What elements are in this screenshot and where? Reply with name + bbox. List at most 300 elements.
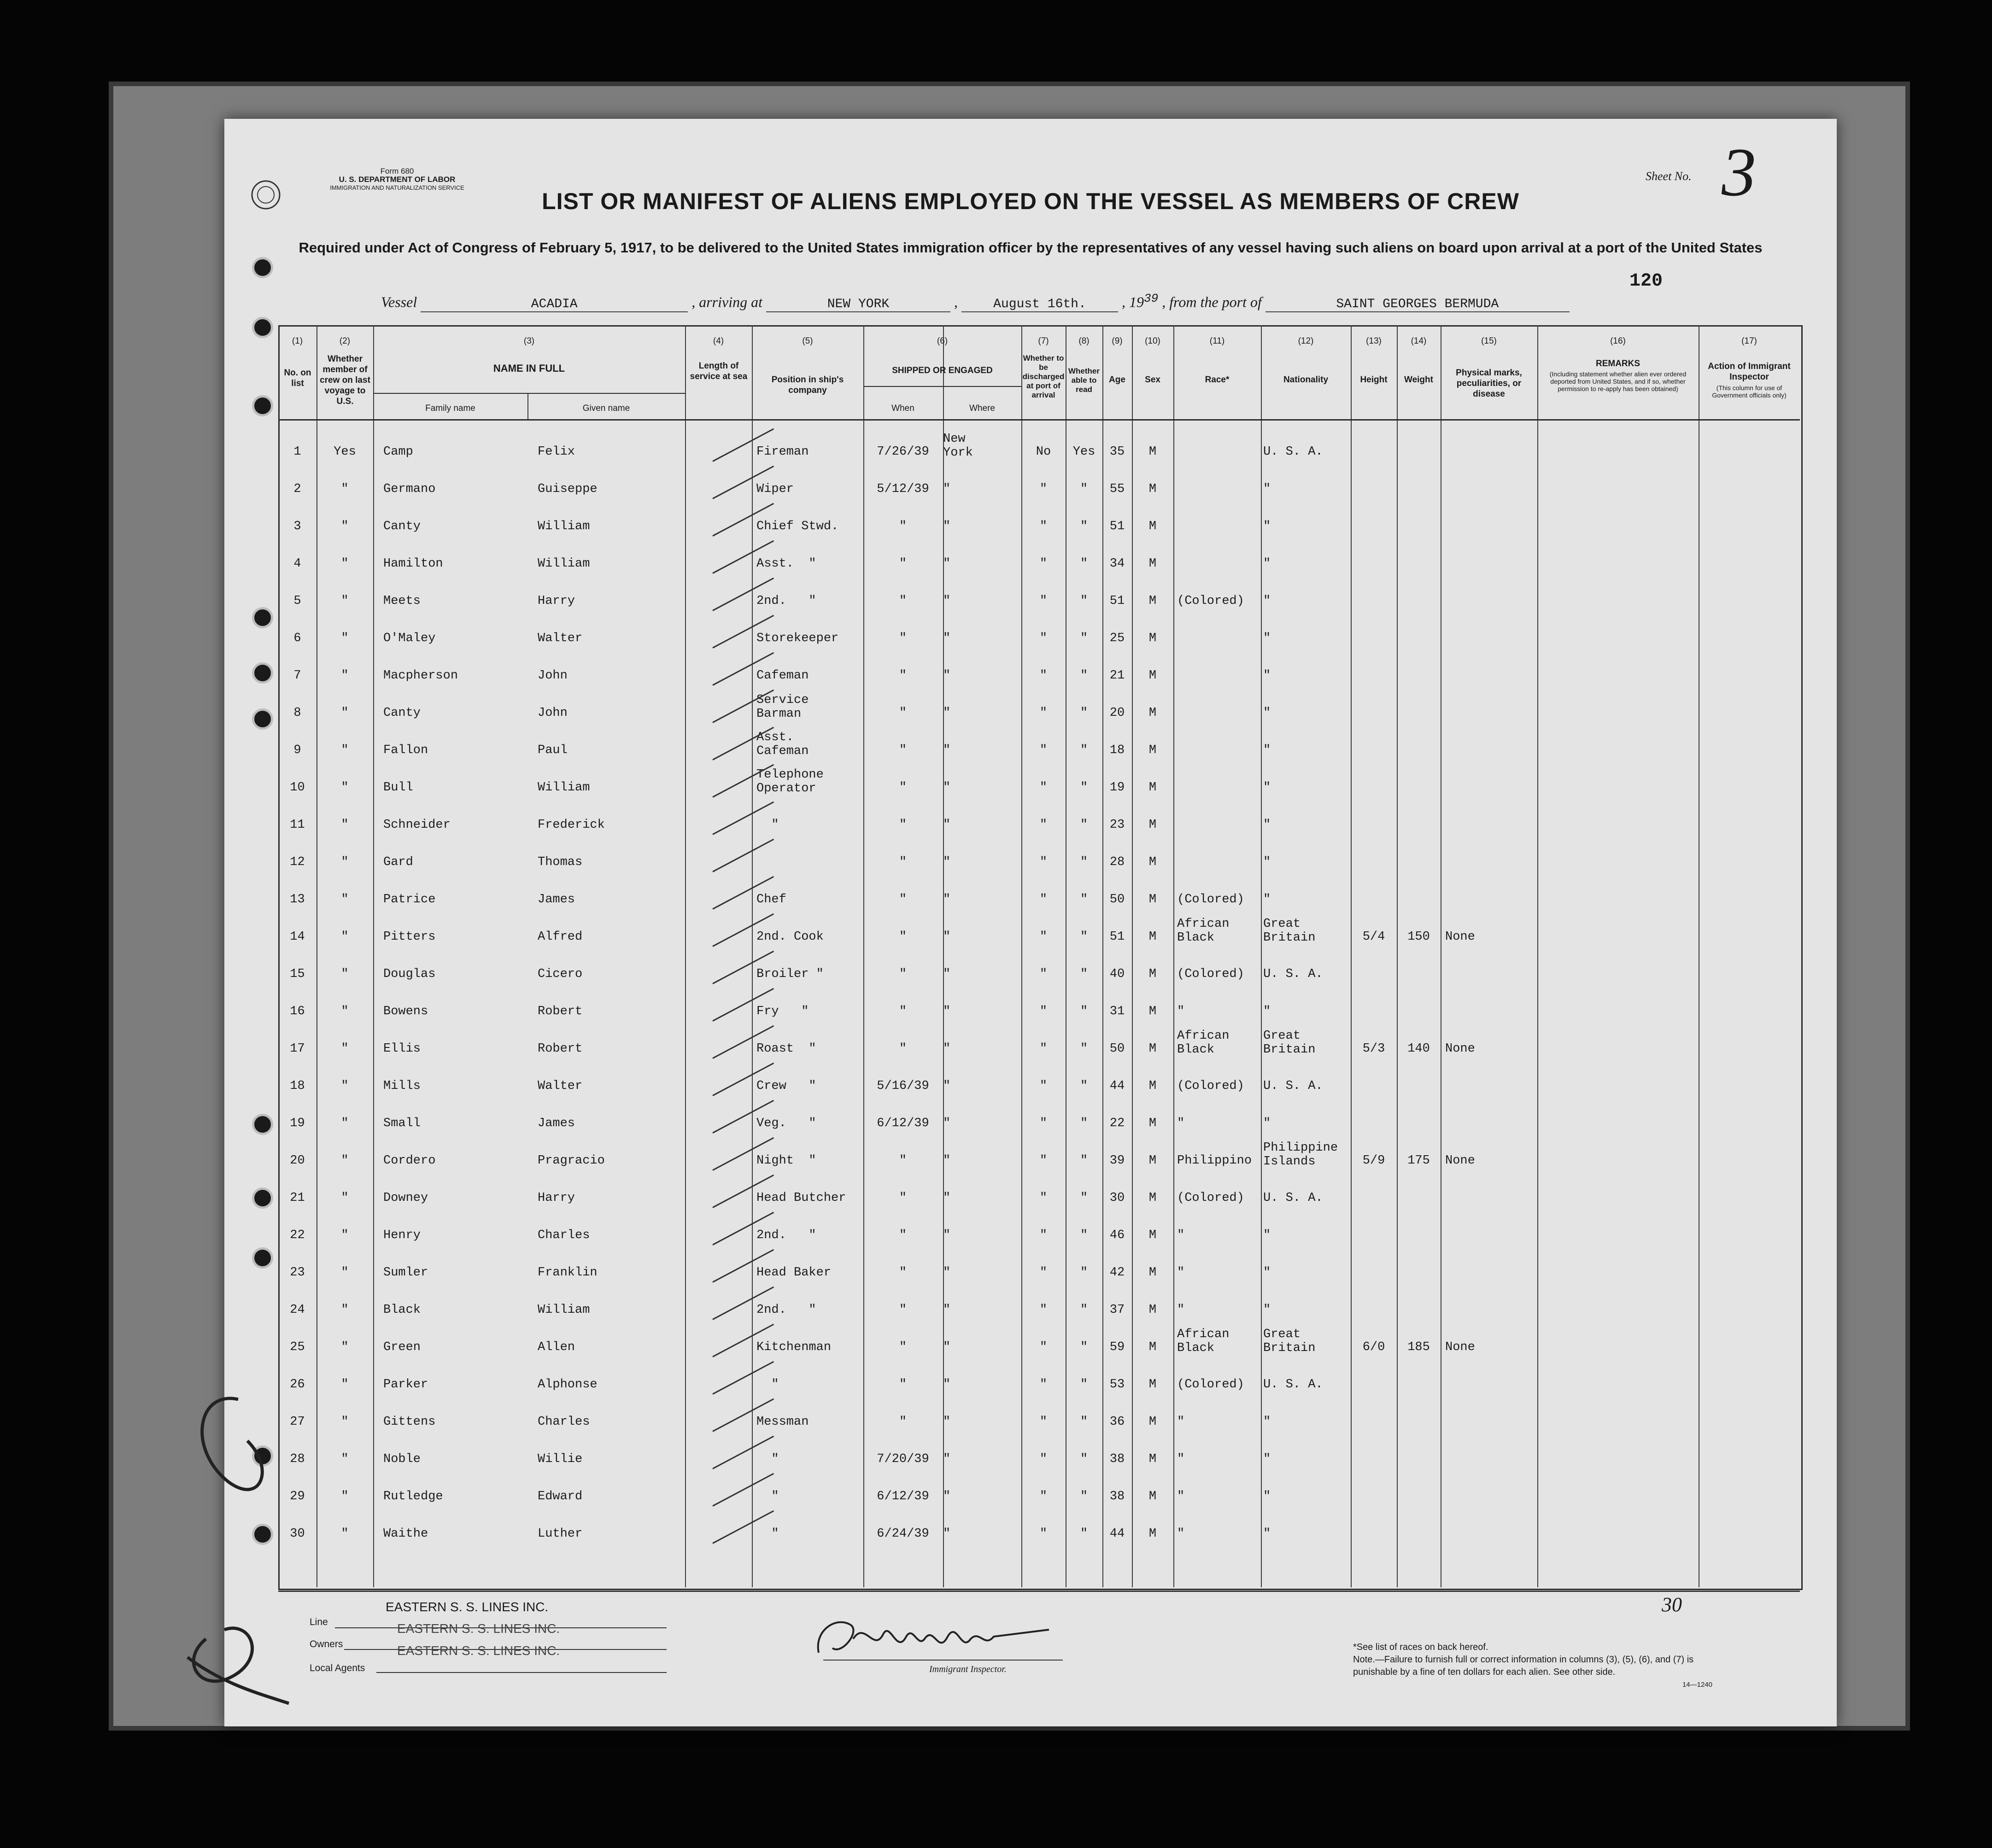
cell-prev: " bbox=[341, 1490, 349, 1503]
cell-race: (Colored) bbox=[1177, 1378, 1244, 1392]
cell-read: " bbox=[1080, 1490, 1088, 1503]
sheet-number: 3 bbox=[1722, 134, 1756, 211]
cell-sex: M bbox=[1148, 818, 1157, 832]
cell-family: Fallon bbox=[383, 743, 428, 757]
cell-when: 5/16/39 bbox=[877, 1079, 929, 1093]
cell-discharged: " bbox=[1039, 818, 1048, 832]
cell-discharged: " bbox=[1039, 1378, 1048, 1392]
race-note: *See list of races on back hereof. bbox=[1353, 1642, 1488, 1652]
cell-read: " bbox=[1080, 1079, 1088, 1093]
cell-discharged: " bbox=[1039, 1079, 1048, 1093]
cell-position: Fireman bbox=[756, 445, 809, 459]
cell-when: " bbox=[899, 855, 907, 869]
cell-age: 50 bbox=[1109, 1042, 1125, 1056]
cell-no: 10 bbox=[290, 781, 305, 795]
cell-where: " bbox=[943, 1415, 951, 1429]
cell-position: " bbox=[756, 1490, 779, 1503]
cell-sex: M bbox=[1148, 1228, 1157, 1242]
col-num: (2) bbox=[339, 336, 351, 346]
arrival-year: 39 bbox=[1143, 292, 1159, 305]
cell-position: Broiler " bbox=[756, 967, 824, 981]
cell-prev: " bbox=[341, 632, 349, 645]
cell-discharged: " bbox=[1039, 1452, 1048, 1466]
cell-nationality: " bbox=[1263, 1117, 1271, 1130]
cell-age: 30 bbox=[1109, 1191, 1125, 1205]
cell-read: " bbox=[1080, 1266, 1088, 1280]
cell-nationality: " bbox=[1263, 818, 1271, 832]
cell-family: Schneider bbox=[383, 818, 451, 832]
cell-position: 2nd. " bbox=[756, 1228, 816, 1242]
cell-position: Kitchenman bbox=[756, 1340, 832, 1354]
cell-when: " bbox=[899, 1340, 907, 1354]
col-header-height: Height bbox=[1360, 375, 1388, 385]
cell-age: 31 bbox=[1109, 1005, 1125, 1018]
cell-prev: Yes bbox=[334, 445, 356, 459]
cell-nationality: Great Britain bbox=[1263, 1328, 1316, 1355]
cell-position: Roast " bbox=[756, 1042, 816, 1056]
cell-age: 38 bbox=[1109, 1490, 1125, 1503]
cell-age: 44 bbox=[1109, 1527, 1125, 1541]
cell-nationality: U. S. A. bbox=[1263, 1191, 1323, 1205]
cell-position: Chief Stwd. bbox=[756, 520, 839, 533]
cell-no: 29 bbox=[290, 1490, 305, 1503]
col-num: (8) bbox=[1078, 336, 1090, 346]
cell-sex: M bbox=[1148, 1490, 1157, 1503]
cell-sex: M bbox=[1148, 1154, 1157, 1168]
cell-no: 8 bbox=[293, 706, 301, 720]
footer-notes bbox=[1353, 1641, 1712, 1691]
cell-read: " bbox=[1080, 1042, 1088, 1056]
cell-read: " bbox=[1080, 632, 1088, 645]
cell-where: " bbox=[943, 818, 951, 832]
cell-family: Rutledge bbox=[383, 1490, 443, 1503]
cell-discharged: " bbox=[1039, 1191, 1048, 1205]
cell-sex: M bbox=[1148, 1303, 1157, 1317]
count-stamp: 120 bbox=[1629, 271, 1663, 292]
cell-when: " bbox=[899, 1228, 907, 1242]
cell-where: " bbox=[943, 967, 951, 981]
cell-race: " bbox=[1177, 1303, 1185, 1317]
cell-where: " bbox=[943, 1154, 951, 1168]
cell-where: " bbox=[943, 930, 951, 944]
cell-height: 5/9 bbox=[1362, 1154, 1385, 1168]
cell-given: Harry bbox=[538, 1191, 575, 1205]
cell-when: 5/12/39 bbox=[877, 482, 929, 496]
cell-race: (Colored) bbox=[1177, 1079, 1244, 1093]
cell-nationality: " bbox=[1263, 520, 1271, 533]
cell-family: Camp bbox=[383, 445, 413, 459]
col-num: (6) bbox=[937, 336, 948, 346]
cell-read: " bbox=[1080, 1005, 1088, 1018]
cell-given: Pragracio bbox=[538, 1154, 605, 1168]
cell-discharged: " bbox=[1039, 632, 1048, 645]
col-num: (12) bbox=[1298, 336, 1314, 346]
cell-discharged: " bbox=[1039, 893, 1048, 906]
cell-nationality: " bbox=[1263, 1415, 1271, 1429]
cell-where: " bbox=[943, 594, 951, 608]
cell-discharged: " bbox=[1039, 482, 1048, 496]
cell-family: Gittens bbox=[383, 1415, 436, 1429]
cell-age: 19 bbox=[1109, 781, 1125, 795]
cell-age: 38 bbox=[1109, 1452, 1125, 1466]
cell-family: Meets bbox=[383, 594, 421, 608]
col-header-remarks: REMARKS bbox=[1595, 359, 1640, 368]
owners-label: Owners bbox=[310, 1639, 343, 1649]
vessel-line: Vessel ACADIA , arriving at NEW YORK , August 16th. , $19^{39}$ , from the port of SAINT GEORGES BERMUDA bbox=[381, 292, 1717, 312]
col-header-inspector-note: (This column for use of Government officials only) bbox=[1712, 384, 1787, 399]
cell-no: 4 bbox=[293, 557, 301, 571]
cell-sex: M bbox=[1148, 669, 1157, 683]
cell-family: Black bbox=[383, 1303, 421, 1317]
cell-nationality: " bbox=[1263, 893, 1271, 906]
cell-age: 46 bbox=[1109, 1228, 1125, 1242]
cell-where: " bbox=[943, 1117, 951, 1130]
cell-family: Cordero bbox=[383, 1154, 436, 1168]
cell-nationality: " bbox=[1263, 1527, 1271, 1541]
cell-family: Douglas bbox=[383, 967, 436, 981]
cell-family: Canty bbox=[383, 520, 421, 533]
cell-position: 2nd. " bbox=[756, 1303, 816, 1317]
cell-age: 35 bbox=[1109, 445, 1125, 459]
col-header-name: NAME IN FULL bbox=[493, 363, 565, 374]
cell-sex: M bbox=[1148, 1527, 1157, 1541]
cell-read: " bbox=[1080, 818, 1088, 832]
cell-family: Noble bbox=[383, 1452, 421, 1466]
col-header-discharged: Whether to be discharged at port of arrival bbox=[1022, 354, 1065, 399]
cell-prev: " bbox=[341, 1228, 349, 1242]
cell-discharged: " bbox=[1039, 855, 1048, 869]
cell-discharged: " bbox=[1039, 781, 1048, 795]
cell-age: 44 bbox=[1109, 1079, 1125, 1093]
cell-nationality: " bbox=[1263, 1452, 1271, 1466]
cell-given: Paul bbox=[538, 743, 568, 757]
cell-prev: " bbox=[341, 930, 349, 944]
cell-prev: " bbox=[341, 482, 349, 496]
cell-given: Willie bbox=[538, 1452, 583, 1466]
cell-when: " bbox=[899, 1415, 907, 1429]
cell-prev: " bbox=[341, 818, 349, 832]
cell-given: William bbox=[538, 520, 590, 533]
cell-read: " bbox=[1080, 967, 1088, 981]
cell-race: " bbox=[1177, 1527, 1185, 1541]
cell-read: " bbox=[1080, 1228, 1088, 1242]
cell-prev: " bbox=[341, 706, 349, 720]
cell-discharged: " bbox=[1039, 669, 1048, 683]
cell-sex: M bbox=[1148, 1340, 1157, 1354]
cell-when: " bbox=[899, 594, 907, 608]
cell-read: " bbox=[1080, 1340, 1088, 1354]
cell-given: John bbox=[538, 706, 568, 720]
cell-marks: None bbox=[1445, 1340, 1475, 1354]
cell-family: Patrice bbox=[383, 893, 436, 906]
cell-position: Crew " bbox=[756, 1079, 816, 1093]
cell-read: " bbox=[1080, 1452, 1088, 1466]
cell-when: " bbox=[899, 893, 907, 906]
cell-nationality: " bbox=[1263, 1490, 1271, 1503]
cell-age: 36 bbox=[1109, 1415, 1125, 1429]
cell-nationality: " bbox=[1263, 743, 1271, 757]
cell-no: 17 bbox=[290, 1042, 305, 1056]
cell-race: (Colored) bbox=[1177, 893, 1244, 906]
cell-prev: " bbox=[341, 1527, 349, 1541]
col-num: (7) bbox=[1038, 336, 1049, 346]
cell-age: 37 bbox=[1109, 1303, 1125, 1317]
cell-where: " bbox=[943, 1005, 951, 1018]
cell-prev: " bbox=[341, 1117, 349, 1130]
cell-given: Edward bbox=[538, 1490, 583, 1503]
cell-race: " bbox=[1177, 1228, 1185, 1242]
punch-hole bbox=[252, 1114, 273, 1135]
cell-family: Sumler bbox=[383, 1266, 428, 1280]
punch-hole bbox=[252, 607, 273, 628]
print-code: 14—1240 bbox=[1682, 1681, 1712, 1689]
vessel-label: Vessel bbox=[381, 293, 417, 310]
cell-given: Alphonse bbox=[538, 1378, 598, 1392]
owners-value: EASTERN S. S. LINES INC. bbox=[397, 1621, 560, 1636]
cell-age: 20 bbox=[1109, 706, 1125, 720]
cell-prev: " bbox=[341, 1452, 349, 1466]
cell-position: Telephone Operator bbox=[756, 768, 824, 795]
cell-position: Storekeeper bbox=[756, 632, 839, 645]
cell-given: James bbox=[538, 893, 575, 906]
cell-position: " bbox=[756, 1527, 779, 1541]
col-header-remarks-note: (Including statement whether alien ever ordered deported from United States, and if so, whether permission to re-apply has been obtained) bbox=[1549, 370, 1687, 392]
agents-label: Local Agents bbox=[310, 1663, 365, 1673]
cell-where: " bbox=[943, 781, 951, 795]
cell-read: " bbox=[1080, 930, 1088, 944]
cell-when: " bbox=[899, 1191, 907, 1205]
cell-where: " bbox=[943, 1266, 951, 1280]
cell-when: " bbox=[899, 818, 907, 832]
cell-where: " bbox=[943, 520, 951, 533]
col-num: (15) bbox=[1481, 336, 1497, 346]
col-num: (9) bbox=[1112, 336, 1123, 346]
cell-prev: " bbox=[341, 1303, 349, 1317]
col-num: (1) bbox=[292, 336, 303, 346]
cell-nationality: " bbox=[1263, 632, 1271, 645]
cell-nationality: U. S. A. bbox=[1263, 1079, 1323, 1093]
cell-sex: M bbox=[1148, 1191, 1157, 1205]
cell-age: 42 bbox=[1109, 1266, 1125, 1280]
cell-age: 50 bbox=[1109, 893, 1125, 906]
cell-marks: None bbox=[1445, 930, 1475, 944]
cell-no: 14 bbox=[290, 930, 305, 944]
cell-nationality: Great Britain bbox=[1263, 917, 1316, 945]
cell-when: " bbox=[899, 1042, 907, 1056]
cell-where: " bbox=[943, 1490, 951, 1503]
cell-no: 11 bbox=[290, 818, 305, 832]
cell-prev: " bbox=[341, 1415, 349, 1429]
cell-race: " bbox=[1177, 1005, 1185, 1018]
cell-read: " bbox=[1080, 781, 1088, 795]
cell-discharged: " bbox=[1039, 1228, 1048, 1242]
punch-hole bbox=[252, 395, 273, 416]
cell-where: " bbox=[943, 482, 951, 496]
cell-nationality: Philippine Islands bbox=[1263, 1141, 1338, 1169]
col-header-race: Race* bbox=[1205, 375, 1230, 385]
cell-discharged: No bbox=[1036, 445, 1051, 459]
cell-position: Head Baker bbox=[756, 1266, 832, 1280]
cell-discharged: " bbox=[1039, 1005, 1048, 1018]
cell-read: " bbox=[1080, 1527, 1088, 1541]
cell-where: " bbox=[943, 1303, 951, 1317]
cell-where: " bbox=[943, 1079, 951, 1093]
cell-when: 6/12/39 bbox=[877, 1117, 929, 1130]
cell-race: African Black bbox=[1177, 1029, 1230, 1057]
cell-given: Guiseppe bbox=[538, 482, 598, 496]
cell-where: " bbox=[943, 1340, 951, 1354]
cell-position: Fry " bbox=[756, 1005, 809, 1018]
manifest-sheet bbox=[224, 119, 1837, 1726]
cell-prev: " bbox=[341, 743, 349, 757]
cell-family: Waithe bbox=[383, 1527, 428, 1541]
cell-race: African Black bbox=[1177, 917, 1230, 945]
cell-when: 6/12/39 bbox=[877, 1490, 929, 1503]
cell-read: " bbox=[1080, 482, 1088, 496]
cell-sex: M bbox=[1148, 1079, 1157, 1093]
cell-race: Philippino bbox=[1177, 1154, 1252, 1168]
cell-age: 18 bbox=[1109, 743, 1125, 757]
cell-when: " bbox=[899, 743, 907, 757]
cell-nationality: Great Britain bbox=[1263, 1029, 1316, 1057]
cell-no: 18 bbox=[290, 1079, 305, 1093]
cell-no: 23 bbox=[290, 1266, 305, 1280]
cell-given: Robert bbox=[538, 1005, 583, 1018]
cell-where: " bbox=[943, 669, 951, 683]
cell-sex: M bbox=[1148, 893, 1157, 906]
cell-given: Frederick bbox=[538, 818, 605, 832]
cell-given: Cicero bbox=[538, 967, 583, 981]
cell-given: John bbox=[538, 669, 568, 683]
cell-read: " bbox=[1080, 557, 1088, 571]
cell-prev: " bbox=[341, 893, 349, 906]
cell-no: 21 bbox=[290, 1191, 305, 1205]
arrival-port: NEW YORK bbox=[766, 297, 950, 312]
col-header-weight: Weight bbox=[1404, 375, 1433, 385]
cell-no: 22 bbox=[290, 1228, 305, 1242]
cell-age: 21 bbox=[1109, 669, 1125, 683]
cell-no: 15 bbox=[290, 967, 305, 981]
penalty-note: Note.—Failure to furnish full or correct information in columns (3), (5), (6), and (7) is punishable by a fine of ten dollars for each alien. See other side. bbox=[1353, 1655, 1694, 1677]
cell-no: 13 bbox=[290, 893, 305, 906]
cell-race: African Black bbox=[1177, 1328, 1230, 1355]
cell-age: 51 bbox=[1109, 594, 1125, 608]
col-num: (16) bbox=[1610, 336, 1626, 346]
cell-age: 51 bbox=[1109, 520, 1125, 533]
cell-family: Small bbox=[383, 1117, 421, 1130]
cell-sex: M bbox=[1148, 1452, 1157, 1466]
arrival-date: August 16th. bbox=[961, 297, 1118, 312]
cell-when: 6/24/39 bbox=[877, 1527, 929, 1541]
cell-age: 59 bbox=[1109, 1340, 1125, 1354]
cell-nationality: " bbox=[1263, 482, 1271, 496]
cell-where: " bbox=[943, 706, 951, 720]
vessel-name: ACADIA bbox=[421, 297, 688, 312]
cell-discharged: " bbox=[1039, 1266, 1048, 1280]
cell-when: 7/20/39 bbox=[877, 1452, 929, 1466]
col-num: (4) bbox=[713, 336, 724, 346]
cell-read: Yes bbox=[1072, 445, 1096, 459]
cell-given: Charles bbox=[538, 1228, 590, 1242]
cell-read: " bbox=[1080, 1191, 1088, 1205]
cell-when: " bbox=[899, 930, 907, 944]
crew-table bbox=[278, 325, 1803, 1590]
cell-prev: " bbox=[341, 1378, 349, 1392]
cell-discharged: " bbox=[1039, 706, 1048, 720]
cell-family: Downey bbox=[383, 1191, 428, 1205]
cell-position: " bbox=[756, 818, 779, 832]
col-header-length-service: Length of service at sea bbox=[690, 361, 748, 381]
cell-no: 12 bbox=[290, 855, 305, 869]
cell-discharged: " bbox=[1039, 1340, 1048, 1354]
cell-nationality: " bbox=[1263, 557, 1271, 571]
col-num: (10) bbox=[1145, 336, 1160, 346]
cell-race: (Colored) bbox=[1177, 1191, 1244, 1205]
col-header-sex: Sex bbox=[1145, 375, 1160, 385]
cell-read: " bbox=[1080, 706, 1088, 720]
col-num: (11) bbox=[1209, 336, 1225, 346]
cell-sex: M bbox=[1148, 1005, 1157, 1018]
col-header-shipped: SHIPPED OR ENGAGED bbox=[892, 366, 993, 375]
col-header-prev-voyage: Whether member of crew on last voyage to U.S. bbox=[320, 354, 370, 406]
cell-prev: " bbox=[341, 1266, 349, 1280]
cell-age: 40 bbox=[1109, 967, 1125, 981]
cell-sex: M bbox=[1148, 1378, 1157, 1392]
cell-discharged: " bbox=[1039, 1415, 1048, 1429]
cell-nationality: " bbox=[1263, 1228, 1271, 1242]
cell-position: 2nd. Cook bbox=[756, 930, 824, 944]
page-title: LIST OR MANIFEST OF ALIENS EMPLOYED ON THE VESSEL AS MEMBERS OF CREW bbox=[542, 188, 1519, 214]
form-number: Form 680 bbox=[380, 167, 414, 175]
col-header-nationality: Nationality bbox=[1283, 375, 1329, 385]
cell-race: " bbox=[1177, 1117, 1185, 1130]
punch-hole bbox=[252, 708, 273, 730]
cell-age: 34 bbox=[1109, 557, 1125, 571]
year-prefix: 19 bbox=[1129, 293, 1144, 310]
cell-given: William bbox=[538, 781, 590, 795]
cell-prev: " bbox=[341, 1042, 349, 1056]
cell-position: Service Barman bbox=[756, 693, 809, 721]
cell-no: 25 bbox=[290, 1340, 305, 1354]
cell-no: 24 bbox=[290, 1303, 305, 1317]
cell-sex: M bbox=[1148, 855, 1157, 869]
cell-no: 28 bbox=[290, 1452, 305, 1466]
cell-prev: " bbox=[341, 1340, 349, 1354]
cell-where: " bbox=[943, 855, 951, 869]
cell-where: " bbox=[943, 1452, 951, 1466]
cell-sex: M bbox=[1148, 706, 1157, 720]
cell-where: " bbox=[943, 1378, 951, 1392]
cell-sex: M bbox=[1148, 1042, 1157, 1056]
cell-family: Canty bbox=[383, 706, 421, 720]
cell-discharged: " bbox=[1039, 1490, 1048, 1503]
cell-given: Alfred bbox=[538, 930, 583, 944]
cell-no: 2 bbox=[293, 482, 301, 496]
cell-prev: " bbox=[341, 855, 349, 869]
cell-discharged: " bbox=[1039, 930, 1048, 944]
cell-age: 55 bbox=[1109, 482, 1125, 496]
cell-race: " bbox=[1177, 1452, 1185, 1466]
cell-where: New York bbox=[943, 432, 973, 460]
cell-where: " bbox=[943, 743, 951, 757]
cell-where: " bbox=[943, 893, 951, 906]
cell-family: Mills bbox=[383, 1079, 421, 1093]
cell-nationality: " bbox=[1263, 1266, 1271, 1280]
cell-weight: 140 bbox=[1407, 1042, 1430, 1056]
col-header-family-name: Family name bbox=[425, 404, 475, 413]
cell-prev: " bbox=[341, 1191, 349, 1205]
cell-position: " bbox=[756, 1452, 779, 1466]
